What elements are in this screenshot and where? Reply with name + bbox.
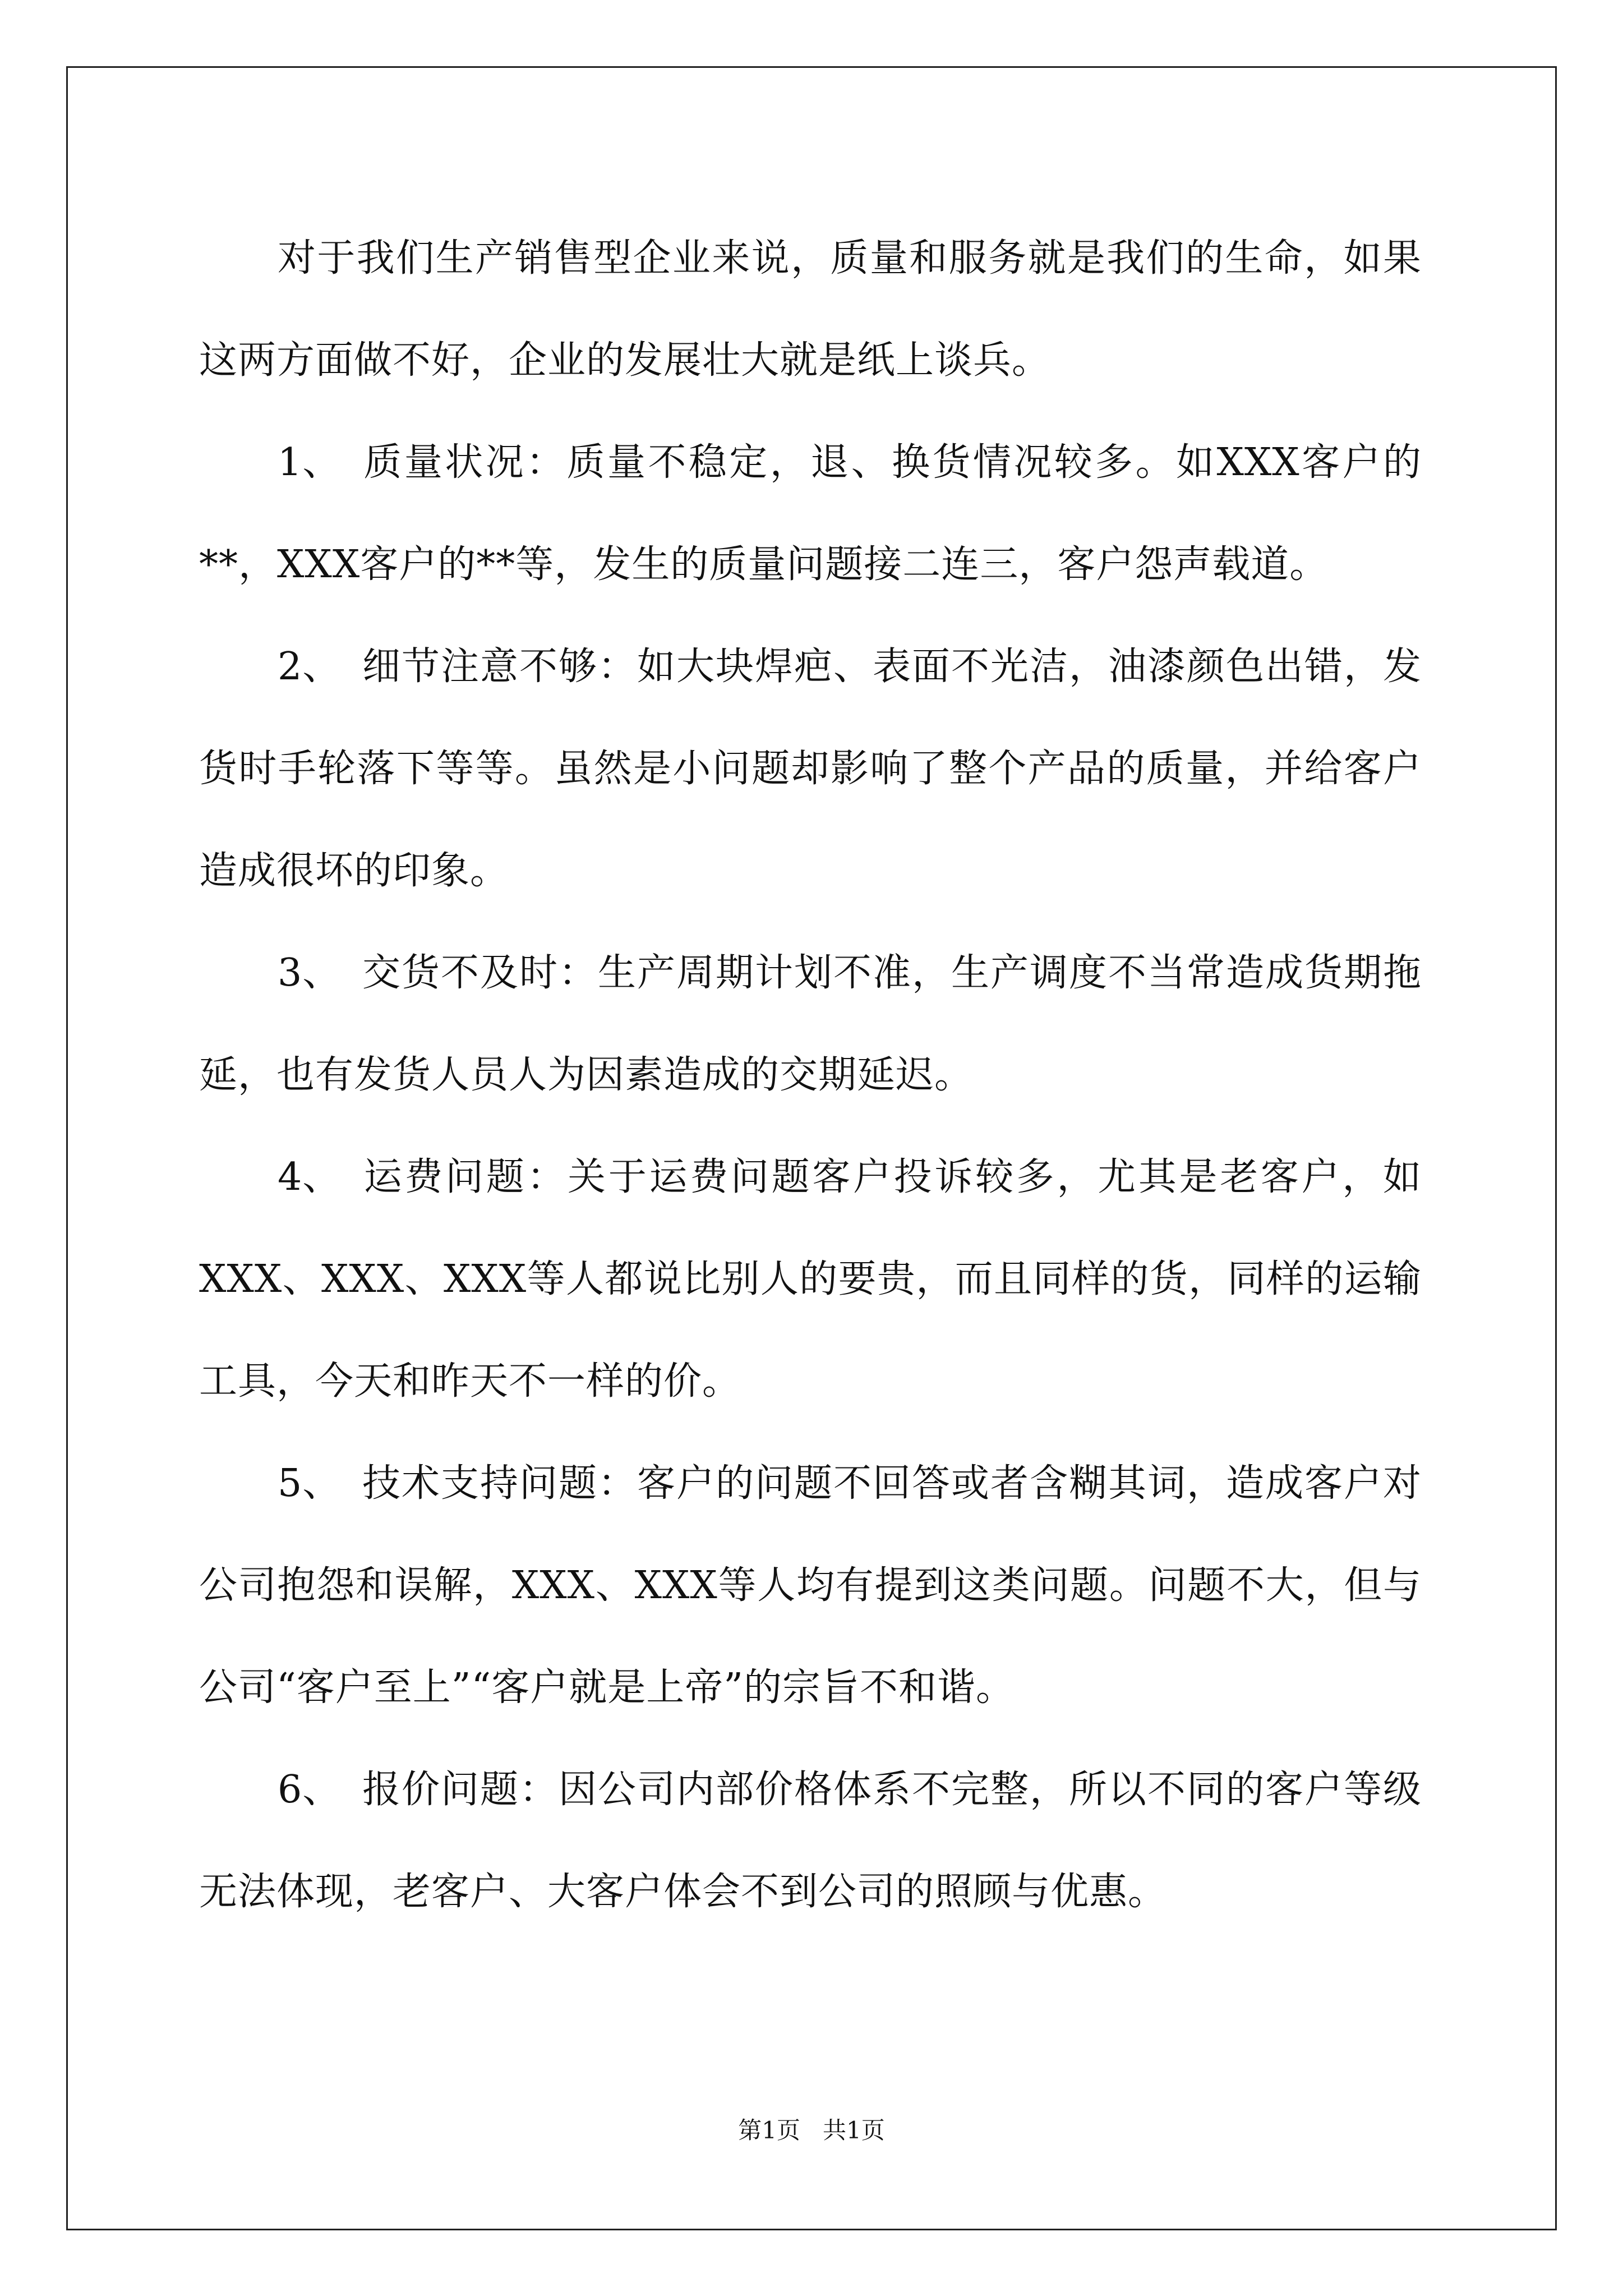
item-number: 5、 [278,1461,342,1506]
list-item [199,616,1422,922]
item-text: 细节注意不够：如大块焊疤、表面不光洁，油漆颜色出错，发货时手轮落下等等。虽然是小问题却影响了整个产品的质量，并给客户造成很坏的印象。 [199,645,1422,893]
document-body [199,208,1422,1943]
list-item [199,412,1422,616]
item-text: 交货不及时：生产周期计划不准，生产调度不当常造成货期拖延，也有发货人员人为因素造成的交期延迟。 [199,951,1422,1097]
intro-paragraph: 对于我们生产销售型企业来说，质量和服务就是我们的生命，如果这两方面做不好，企业的发展壮大就是纸上谈兵。 [199,236,1422,383]
item-number: 2、 [278,645,342,689]
list-item [199,1433,1422,1739]
item-text: 质量状况：质量不稳定，退、换货情况较多。如XXX客户的**，XXX客户的**等，发生的质量问题接二连三，客户怨声载道。 [199,440,1422,587]
item-number: 1、 [278,440,342,485]
page-number-footer: 第1页 共1页 [738,2116,885,2144]
item-number: 4、 [278,1155,342,1199]
item-text: 技术支持问题：客户的问题不回答或者含糊其词，造成客户对公司抱怨和误解，XXX、XXX等人均有提到这类问题。问题不大，但与公司“客户至上”“客户就是上帝”的宗旨不和谐。 [199,1461,1422,1710]
item-text: 运费问题：关于运费问题客户投诉较多，尤其是老客户，如XXX、XXX、XXX等人都说比别人的要贵，而且同样的货，同样的运输工具，今天和昨天不一样的价。 [199,1155,1422,1404]
list-item [199,1739,1422,1943]
list-item [199,1126,1422,1433]
item-text: 报价问题：因公司内部价格体系不完整，所以不同的客户等级无法体现，老客户、大客户体会不到公司的照顾与优惠。 [199,1768,1422,1914]
item-number: 6、 [278,1768,342,1812]
list-item [199,922,1422,1126]
item-number: 3、 [278,951,342,995]
